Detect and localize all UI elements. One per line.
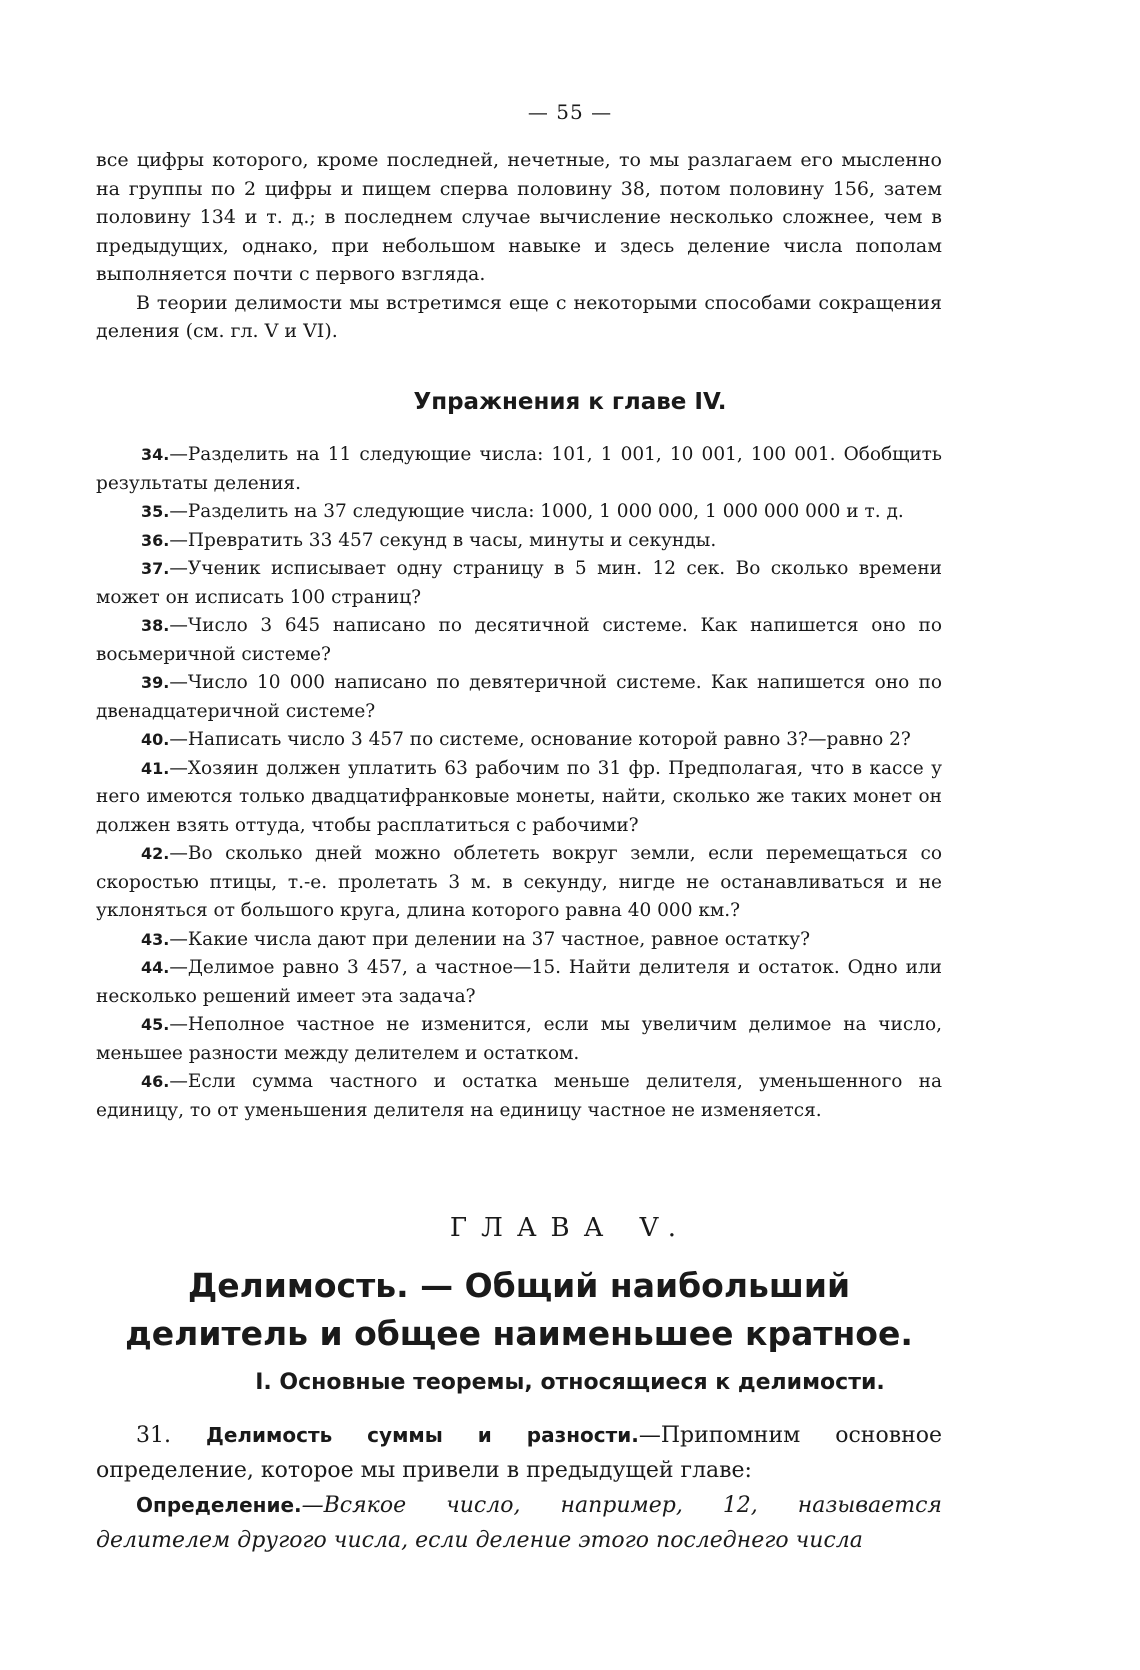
exercise-number: 46.	[141, 1072, 170, 1091]
exercises-heading: Упражнения к главе IV.	[413, 389, 727, 415]
exercise-number: 36.	[141, 530, 170, 550]
exercise-item	[96, 555, 942, 612]
exercise-number: 44.	[141, 958, 170, 977]
exercise-number: 39.	[141, 673, 170, 692]
exercise-item	[96, 669, 942, 726]
intro-paragraph: все цифры которого, кроме последней, нечетные, то мы разлагаем его мысленно на группы по 2 цифры и пищем сперва половину 38, потом половину 156, затем половину 134 и т. д.; в последнем случае вычисление несколько сложнее, чем в предыдущих, однако, при небольшом навыке и здесь деление числа пополам выполняется почти с первого взгляда.	[96, 149, 942, 285]
section-title: I. Основные теоремы, относящиеся к делимости.	[255, 1370, 885, 1395]
exercise-list	[96, 441, 942, 1125]
exercise-item	[96, 954, 942, 1011]
exercise-text: —Какие числа дают при делении на 37 частное, равное остатку?	[169, 928, 811, 950]
exercise-number: 41.	[141, 758, 170, 778]
exercise-item	[96, 755, 942, 841]
exercise-text: —Ученик исписывает одну страницу в 5 мин. 12 сек. Во сколько времени может он исписать 100 страниц?	[96, 558, 942, 608]
exercise-item	[96, 726, 942, 755]
paragraph-text: —Припомним основное определение, которое мы привели в предыдущей главе:	[96, 1423, 943, 1483]
exercise-text: —Если сумма частного и остатка меньше делителя, уменьшенного на единицу, то от уменьшения делителя на единицу частное не изменяется.	[96, 1071, 942, 1121]
exercise-text: —Написать число 3 457 по системе, основание которой равно 3?—равно 2?	[169, 729, 911, 750]
exercise-text: —Разделить на 11 следующие числа: 101, 1 001, 10 001, 100 001. Обобщить результаты деления.	[96, 444, 942, 494]
definition-text: —Всякое число, например, 12, называется делителем другого числа, если деление этого последнего числа	[96, 1493, 942, 1553]
paragraph-number: 31.	[136, 1423, 171, 1448]
exercise-text: —Превратить 33 457 секунд в часы, минуты и секунды.	[169, 529, 717, 551]
exercise-text: —Хозяин должен уплатить 63 рабочим по 31 фр. Предполагая, что в кассе у него имеются только двадцатифранковые монеты, найти, сколько же таких монет он должен взять оттуда, чтобы расплатиться с рабочими?	[96, 757, 942, 836]
exercise-item	[96, 840, 942, 926]
chapter-label: ГЛАВА V.	[449, 1213, 691, 1243]
exercise-text: —Число 10 000 написано по девятеричной системе. Как напишется оно по двенадцатеричной системе?	[96, 672, 942, 722]
chapter-title: Делимость. — Общий наибольший делитель и общее наименьшее кратное.	[125, 1266, 913, 1353]
exercise-number: 40.	[141, 730, 170, 749]
definition-label: Определение.	[136, 1493, 302, 1517]
exercise-item	[96, 527, 942, 556]
section-body	[96, 1418, 942, 1558]
exercise-number: 43.	[141, 929, 170, 949]
exercise-number: 45.	[141, 1015, 170, 1034]
exercise-number: 37.	[141, 559, 170, 578]
exercise-item	[96, 926, 942, 955]
exercise-number: 34.	[141, 445, 170, 464]
exercise-item	[96, 1011, 942, 1068]
definition	[96, 1488, 942, 1558]
exercise-number: 35.	[141, 502, 170, 521]
exercise-text: —Разделить на 37 следующие числа: 1000, 1 000 000, 1 000 000 000 и т. д.	[169, 501, 904, 522]
exercise-item	[96, 498, 942, 527]
exercise-number: 38.	[141, 616, 170, 635]
exercise-text: —Во сколько дней можно облететь вокруг земли, если перемещаться со скоростью птицы, т.-е. пролетать 3 м. в секунду, нигде не останавливаться и не уклоняться от большого круга, длина которого равна 40 000 км.?	[96, 843, 942, 921]
exercise-text: —Делимое равно 3 457, а частное—15. Найти делителя и остаток. Одно или несколько решений имеет эта задача?	[96, 957, 942, 1007]
exercise-item	[96, 612, 942, 669]
page-number: — 55 —	[527, 100, 613, 124]
exercise-text: —Неполное частное не изменится, если мы увеличим делимое на число, меньшее разности между делителем и остатком.	[96, 1014, 942, 1064]
exercise-item	[96, 1068, 942, 1125]
exercise-text: —Число 3 645 написано по десятичной системе. Как напишется оно по восьмеричной системе?	[96, 615, 942, 665]
exercise-number: 42.	[141, 844, 170, 863]
exercise-item	[96, 441, 942, 498]
intro-paragraph: В теории делимости мы встретимся еще с некоторыми способами сокращения деления (см. гл. V и VI).	[96, 291, 942, 342]
paragraph-31	[96, 1418, 942, 1488]
intro-text	[96, 146, 942, 346]
paragraph-heading: Делимость суммы и разности.	[206, 1423, 639, 1447]
